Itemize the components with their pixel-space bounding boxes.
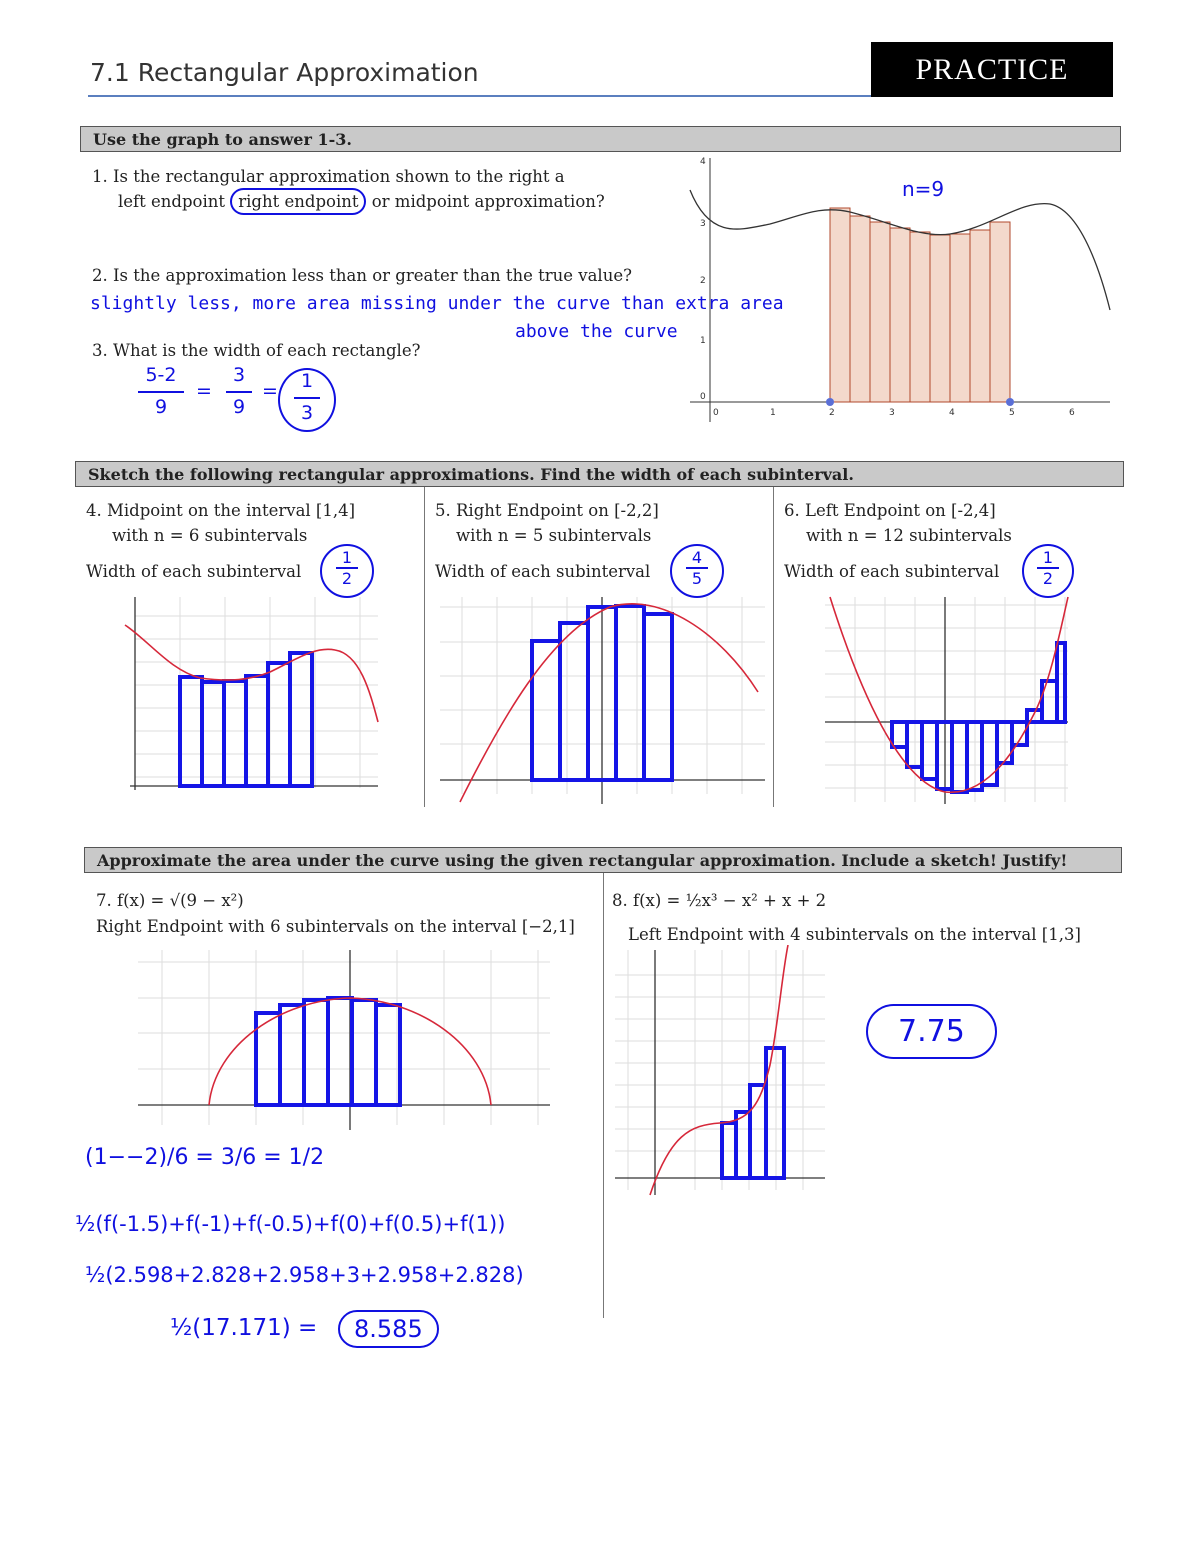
g7-grid [138,950,550,1125]
g7-rectangles [256,998,400,1105]
graph-5 [430,592,770,807]
g6-curve [830,597,1068,792]
q3-num2: 3 [232,364,246,386]
question-2-answer-line2: above the curve [515,321,678,342]
problem-7-line2: Right Endpoint with 6 subintervals on the interval [−2,1] [96,917,575,936]
q3-num1: 5-2 [145,364,177,386]
graph-7 [130,945,555,1135]
question-1-line2 [118,189,605,214]
g4-curve [125,625,378,722]
graph-8 [610,945,830,1200]
g4-rectangles [180,653,312,786]
question-3: 3. What is the width of each rectangle? [92,341,421,360]
g4-grid [135,597,378,788]
problem-4-width-label: Width of each subinterval [86,562,302,581]
question-2-answer-line1: slightly less, more area missing under the curve than extra area [90,293,784,314]
svg-text:1: 1 [770,408,776,418]
problem-4-line2: with n = 6 subintervals [112,526,308,545]
graph-6 [820,592,1070,807]
q3-den1: 9 [154,396,168,418]
p8-answer: 7.75 [866,1004,997,1059]
q1-option-rest: or midpoint approximation? [371,192,605,211]
graph-4 [120,592,382,802]
practice-badge: PRACTICE [871,42,1113,97]
section2-bar: Sketch the following rectangular approximations. Find the width of each subinterval. [75,461,1124,487]
problem-6-answer [1022,544,1074,598]
problem-6-line1: 6. Left Endpoint on [-2,4] [784,501,996,520]
svg-text:5: 5 [1009,408,1015,418]
p4-num: 1 [341,548,353,567]
q3-work [136,364,356,434]
q3-eq1: = [196,380,212,402]
divider-5-6 [773,487,774,807]
q3-den2: 9 [232,396,246,418]
problem-4-line1: 4. Midpoint on the interval [1,4] [86,501,356,520]
q1-rectangles [830,208,1010,402]
svg-text:0: 0 [700,392,706,402]
section1-bar: Use the graph to answer 1-3. [80,126,1121,152]
p7-answer: 8.585 [338,1310,439,1348]
svg-text:3: 3 [700,219,706,229]
p5-num: 4 [691,548,703,567]
problem-5-line2: with n = 5 subintervals [456,526,652,545]
q3-eq2: = [262,380,278,402]
p4-den: 2 [341,569,353,588]
divider-4-5 [424,487,425,807]
graph-q1 [680,150,1120,430]
p6-den: 2 [1042,569,1054,588]
page-title: 7.1 Rectangular Approximation [90,58,479,87]
svg-text:3: 3 [889,408,895,418]
q3-bar3 [294,397,320,399]
q1-n-note: n=9 [902,177,945,201]
g8-rectangles [722,1048,784,1178]
q3-bar1 [138,391,184,393]
svg-text:6: 6 [1069,408,1075,418]
svg-text:2: 2 [829,408,835,418]
problem-4-answer [320,544,374,598]
divider-7-8 [603,873,604,1318]
problem-8-line2: Left Endpoint with 4 subintervals on the interval [1,3] [628,925,1081,944]
p7-work-1: (1−−2)/6 = 3/6 = 1/2 [85,1145,325,1170]
svg-text:0: 0 [713,408,719,418]
svg-text:1: 1 [700,336,706,346]
question-2: 2. Is the approximation less than or greater than the true value? [92,266,632,285]
problem-8-line1: 8. f(x) = ½x³ − x² + x + 2 [612,891,827,910]
problem-5-answer [670,544,724,598]
problem-6-line2: with n = 12 subintervals [806,526,1012,545]
problem-5-line1: 5. Right Endpoint on [-2,2] [435,501,659,520]
problem-5-width-label: Width of each subinterval [435,562,651,581]
question-1-line1: 1. Is the rectangular approximation shown to the right a [92,167,565,186]
q1-point-right [1006,398,1014,406]
g6-grid [825,597,1068,802]
p6-num: 1 [1042,548,1054,567]
q1-option-left: left endpoint [118,192,226,211]
q1-point-left [826,398,834,406]
q3-num3: 1 [300,370,314,392]
q3-bar2 [226,391,252,393]
svg-text:2: 2 [700,276,706,286]
svg-text:4: 4 [700,157,706,167]
p7-work-2: ½(f(-1.5)+f(-1)+f(-0.5)+f(0)+f(0.5)+f(1)) [75,1212,506,1236]
svg-text:4: 4 [949,408,955,418]
p7-work-3: ½(2.598+2.828+2.958+3+2.958+2.828) [85,1263,524,1287]
p5-den: 5 [691,569,703,588]
section3-bar: Approximate the area under the curve using the given rectangular approximation. Include a sketch! Justify! [84,847,1122,873]
q1-option-right-circled: right endpoint [230,188,366,215]
p7-work-4: ½(17.171) = [170,1315,318,1341]
problem-7-line1: 7. f(x) = √(9 − x²) [96,891,244,910]
g5-curve [460,604,758,802]
problem-6-width-label: Width of each subinterval [784,562,1000,581]
g6-rectangles [892,643,1065,792]
q3-den3: 3 [300,402,314,424]
